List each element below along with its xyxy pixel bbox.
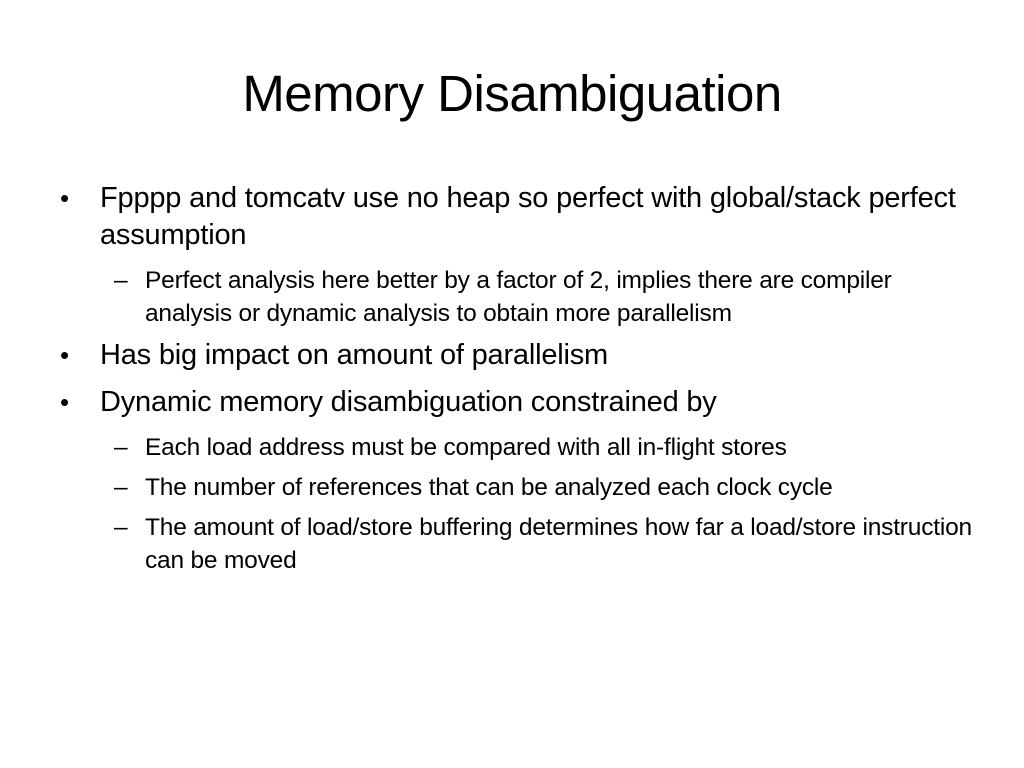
bullet-marker: • bbox=[60, 340, 69, 370]
slide-content bbox=[56, 180, 976, 584]
bullet-item bbox=[56, 384, 976, 421]
sub-bullet-marker: – bbox=[114, 514, 128, 541]
bullet-marker: • bbox=[60, 183, 69, 213]
sub-bullet-text: The amount of load/store buffering determines how far a load/store instruction can be moved bbox=[145, 514, 972, 574]
bullet-text: Dynamic memory disambiguation constrained by bbox=[100, 386, 717, 418]
sub-bullet-marker: – bbox=[114, 474, 128, 501]
bullet-text: Fpppp and tomcatv use no heap so perfect with global/stack perfect assumption bbox=[100, 182, 956, 251]
bullet-marker: • bbox=[60, 387, 69, 417]
bullet-text: Has big impact on amount of parallelism bbox=[100, 339, 608, 371]
sub-bullet-text: The number of references that can be analyzed each clock cycle bbox=[145, 474, 833, 501]
slide-title: Memory Disambiguation bbox=[242, 65, 782, 122]
sub-bullet-text: Perfect analysis here better by a factor of 2, implies there are compiler analysis or dynamic analysis to obtain more parallelism bbox=[145, 267, 892, 327]
sub-bullet-item bbox=[56, 511, 976, 577]
sub-bullet-marker: – bbox=[114, 267, 128, 294]
bullet-item bbox=[56, 337, 976, 374]
sub-bullet-marker: – bbox=[114, 434, 128, 461]
bullet-item bbox=[56, 180, 976, 254]
sub-bullet-item bbox=[56, 264, 976, 330]
sub-bullet-text: Each load address must be compared with all in-flight stores bbox=[145, 434, 787, 461]
sub-bullet-item bbox=[56, 471, 976, 504]
sub-bullet-item bbox=[56, 431, 976, 464]
